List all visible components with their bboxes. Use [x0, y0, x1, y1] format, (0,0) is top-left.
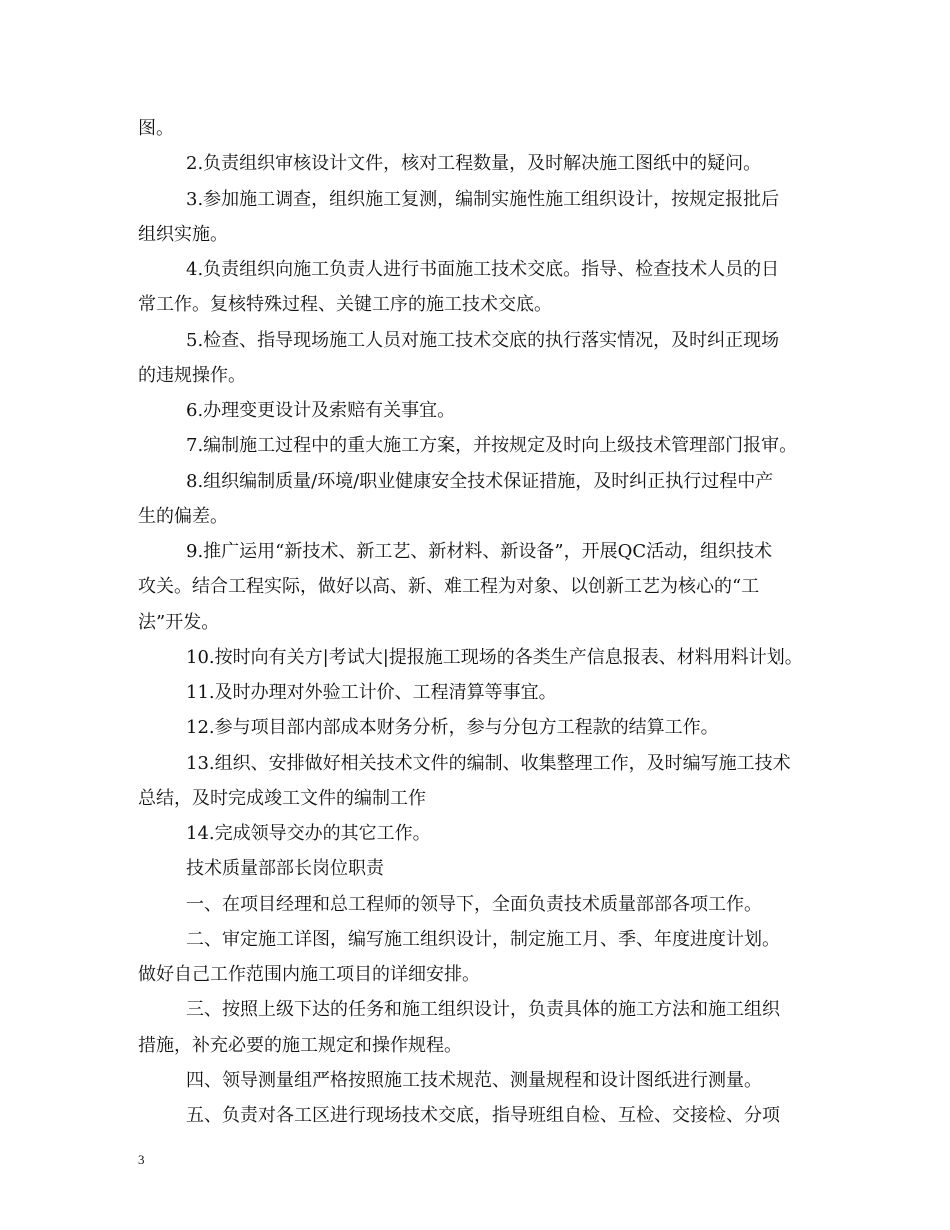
text-line: 技术质量部部长岗位职责 — [186, 858, 384, 880]
text-line: 生的偏差。 — [138, 505, 228, 527]
text-line: 法”开发。 — [138, 611, 220, 633]
text-line: 6.办理变更设计及索赔有关事宜。 — [186, 400, 456, 421]
text-line: 做好自己工作范围内施工项目的详细安排。 — [138, 964, 480, 985]
text-line: 的违规操作。 — [138, 364, 246, 386]
text-line: 11.及时办理对外验工计价、工程清算等事宜。 — [186, 682, 557, 703]
text-line: 2.负责组织审核设计文件，核对工程数量，及时解决施工图纸中的疑问。 — [186, 153, 762, 175]
text-line: 四、领导测量组严格按照施工技术规范、测量规程和设计图纸进行测量。 — [186, 1069, 762, 1091]
text-line: 二、审定施工详图，编写施工组织设计，制定施工月、季、年度进度计划。 — [186, 928, 780, 950]
text-line: 12.参与项目部内部成本财务分析，参与分包方工程款的结算工作。 — [186, 717, 719, 739]
text-line: 8.组织编制质量/环境/职业健康安全技术保证措施，及时纠正执行过程中产 — [186, 470, 774, 492]
text-line: 常工作。复核特殊过程、关键工序的施工技术交底。 — [138, 294, 552, 316]
page-number: 3 — [138, 1152, 145, 1167]
text-line: 措施，补充必要的施工规定和操作规程。 — [138, 1034, 462, 1056]
text-line: 总结，及时完成竣工文件的编制工作 — [138, 787, 426, 809]
text-line: 4.负责组织向施工负责人进行书面施工技术交底。指导、检查技术人员的日 — [186, 259, 780, 280]
text-line: 五、负责对各工区进行现场技术交底，指导班组自检、互检、交接检、分项 — [186, 1105, 780, 1126]
text-line: 组织实施。 — [138, 223, 228, 245]
text-line: 10.按时向有关方|考试大|提报施工现场的各类生产信息报表、材料用料计划。 — [186, 646, 803, 668]
text-line: 一、在项目经理和总工程师的领导下，全面负责技术质量部部各项工作。 — [186, 893, 762, 915]
text-line: 9.推广运用“新技术、新工艺、新材料、新设备”，开展QC活动，组织技术 — [186, 541, 773, 562]
text-line: 7.编制施工过程中的重大施工方案，并按规定及时向上级技术管理部门报审。 — [186, 435, 798, 457]
text-line: 5.检查、指导现场施工人员对施工技术交底的执行落实情况，及时纠正现场 — [186, 329, 780, 351]
text-line: 3.参加施工调查，组织施工复测，编制实施性施工组织设计，按规定报批后 — [186, 188, 780, 210]
text-line: 三、按照上级下达的任务和施工组织设计，负责具体的施工方法和施工组织 — [186, 999, 780, 1021]
text-line: 14.完成领导交办的其它工作。 — [186, 823, 431, 844]
text-line: 图。 — [138, 118, 174, 139]
text-line: 13.组织、安排做好相关技术文件的编制、收集整理工作，及时编写施工技术 — [186, 752, 791, 774]
text-line: 攻关。结合工程实际，做好以高、新、难工程为对象、以创新工艺为核心的“工 — [138, 576, 760, 598]
